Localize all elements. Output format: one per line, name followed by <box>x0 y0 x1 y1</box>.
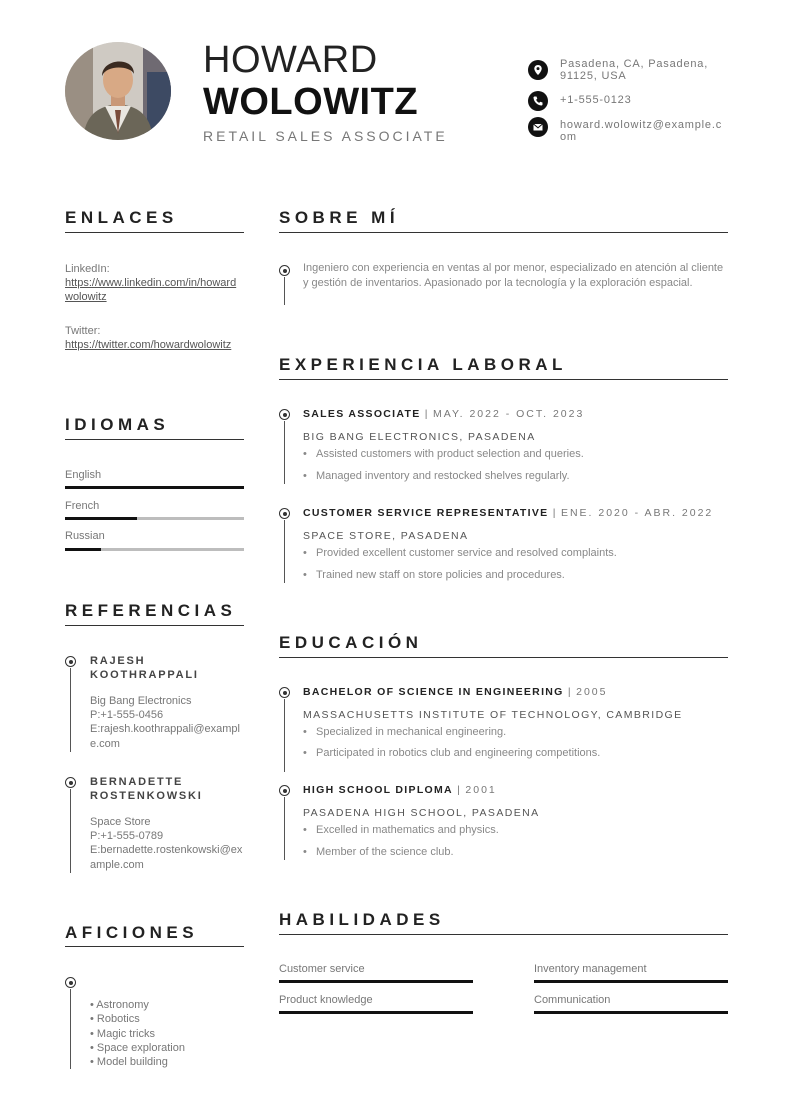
education-bullet: • Excelled in mathematics and physics. <box>303 824 499 836</box>
skill-bar <box>534 1011 728 1014</box>
job-title: RETAIL SALES ASSOCIATE <box>203 128 448 144</box>
profile-photo <box>65 42 171 140</box>
education-bullet: • Specialized in mechanical engineering. <box>303 726 507 738</box>
skill-name: Communication <box>534 994 611 1006</box>
skill-name: Inventory management <box>534 963 647 975</box>
experience-title-line <box>303 507 713 520</box>
reference-name: BERNADETTE ROSTENKOWSKI <box>90 776 203 802</box>
language-bar-fill <box>65 486 244 489</box>
timeline-line <box>284 421 285 484</box>
reference-email: E:rajesh.koothrappali@example.com <box>90 723 240 750</box>
languages-heading: IDIOMAS <box>65 415 170 434</box>
education-date: 2005 <box>576 686 608 698</box>
reference-phone: P:+1-555-0456 <box>90 709 164 721</box>
education-school: PASADENA HIGH SCHOOL, PASADENA <box>303 807 540 819</box>
first-name: HOWARD <box>203 39 378 81</box>
language-bar-fill <box>65 548 101 551</box>
about-heading: SOBRE MÍ <box>279 208 400 227</box>
timeline-dot-icon <box>279 409 290 420</box>
education-bullet: • Member of the science club. <box>303 846 454 858</box>
education-title-line <box>303 686 607 699</box>
references-heading: REFERENCIAS <box>65 601 237 620</box>
experience-company: SPACE STORE, PASADENA <box>303 530 469 542</box>
timeline-line <box>70 989 71 1069</box>
hobby-item: • Magic tricks <box>90 1028 155 1040</box>
experience-date: MAY. 2022 - OCT. 2023 <box>432 408 585 420</box>
skill-bar <box>279 980 473 983</box>
contact-address: Pasadena, CA, Pasadena, 91125, USA <box>560 58 709 82</box>
education-bullet: • Participated in robotics club and engineering competitions. <box>303 747 601 759</box>
languages-divider <box>65 439 244 440</box>
last-name: WOLOWITZ <box>203 81 419 123</box>
experience-title-line <box>303 408 584 421</box>
linkedin-label: LinkedIn: <box>65 263 110 275</box>
separator: | <box>567 686 572 698</box>
skill-name: Customer service <box>279 963 365 975</box>
reference-name: RAJESH KOOTHRAPPALI <box>90 655 199 681</box>
timeline-dot-icon <box>279 785 290 796</box>
experience-bullet: • Trained new staff on store policies and procedures. <box>303 569 565 581</box>
skill-name: Product knowledge <box>279 994 373 1006</box>
experience-title: CUSTOMER SERVICE REPRESENTATIVE <box>303 507 549 519</box>
timeline-line <box>284 699 285 772</box>
timeline-dot-icon <box>279 265 290 276</box>
location-icon <box>528 60 548 80</box>
experience-company: BIG BANG ELECTRONICS, PASADENA <box>303 431 536 443</box>
timeline-line <box>284 277 285 305</box>
twitter-link[interactable]: https://twitter.com/howardwolowitz <box>65 339 232 351</box>
hobbies-heading: AFICIONES <box>65 923 199 942</box>
timeline-dot-icon <box>279 508 290 519</box>
about-text: Ingeniero con experiencia en ventas al por menor, especializado en atención al cliente y gestión de inventarios. Apasionado por la tecnología y la exploración espacial. <box>303 262 724 289</box>
about-divider <box>279 232 728 233</box>
timeline-line <box>284 520 285 583</box>
separator: | <box>424 408 429 420</box>
language-bar-track <box>65 517 244 520</box>
language-name: French <box>65 500 100 512</box>
email-icon <box>528 117 548 137</box>
contact-phone: +1-555-0123 <box>560 94 632 106</box>
contact-email: howard.wolowitz@example.com <box>560 119 723 143</box>
timeline-line <box>284 797 285 860</box>
reference-phone: P:+1-555-0789 <box>90 830 164 842</box>
links-heading: ENLACES <box>65 208 178 227</box>
experience-divider <box>279 379 728 380</box>
experience-bullet: • Assisted customers with product selection and queries. <box>303 448 584 460</box>
timeline-dot-icon <box>65 977 76 988</box>
hobby-item: • Robotics <box>90 1013 140 1025</box>
skills-divider <box>279 934 728 935</box>
education-school: MASSACHUSETTS INSTITUTE OF TECHNOLOGY, CAMBRIDGE <box>303 709 683 721</box>
separator: | <box>552 507 557 519</box>
links-divider <box>65 232 244 233</box>
hobby-item: • Astronomy <box>90 999 149 1011</box>
language-bar-track <box>65 548 244 551</box>
experience-bullet: • Managed inventory and restocked shelves regularly. <box>303 470 570 482</box>
education-title: BACHELOR OF SCIENCE IN ENGINEERING <box>303 686 564 698</box>
education-heading: EDUCACIÓN <box>279 633 423 652</box>
timeline-line <box>70 668 71 752</box>
phone-icon <box>528 91 548 111</box>
references-divider <box>65 625 244 626</box>
timeline-line <box>70 789 71 873</box>
hobby-item: • Space exploration <box>90 1042 185 1054</box>
education-date: 2001 <box>465 784 497 796</box>
linkedin-link[interactable]: https://www.linkedin.com/in/howardwolowitz <box>65 277 237 303</box>
timeline-dot-icon <box>279 687 290 698</box>
skill-bar <box>279 1011 473 1014</box>
language-name: English <box>65 469 102 481</box>
language-bar-track <box>65 486 244 489</box>
education-title: HIGH SCHOOL DIPLOMA <box>303 784 453 796</box>
hobbies-divider <box>65 946 244 947</box>
language-bar-fill <box>65 517 137 520</box>
education-title-line <box>303 784 497 797</box>
experience-date: ENE. 2020 - ABR. 2022 <box>560 507 714 519</box>
skills-heading: HABILIDADES <box>279 910 445 929</box>
timeline-dot-icon <box>65 777 76 788</box>
reference-email: E:bernadette.rostenkowski@example.com <box>90 844 243 871</box>
reference-company: Space Store <box>90 816 151 828</box>
experience-title: SALES ASSOCIATE <box>303 408 421 420</box>
education-divider <box>279 657 728 658</box>
experience-heading: EXPERIENCIA LABORAL <box>279 355 567 374</box>
experience-bullet: • Provided excellent customer service and resolved complaints. <box>303 547 617 559</box>
timeline-dot-icon <box>65 656 76 667</box>
hobby-item: • Model building <box>90 1056 168 1068</box>
reference-company: Big Bang Electronics <box>90 695 192 707</box>
language-name: Russian <box>65 530 105 542</box>
avatar <box>65 42 171 140</box>
twitter-label: Twitter: <box>65 325 101 337</box>
separator: | <box>457 784 462 796</box>
skill-bar <box>534 980 728 983</box>
